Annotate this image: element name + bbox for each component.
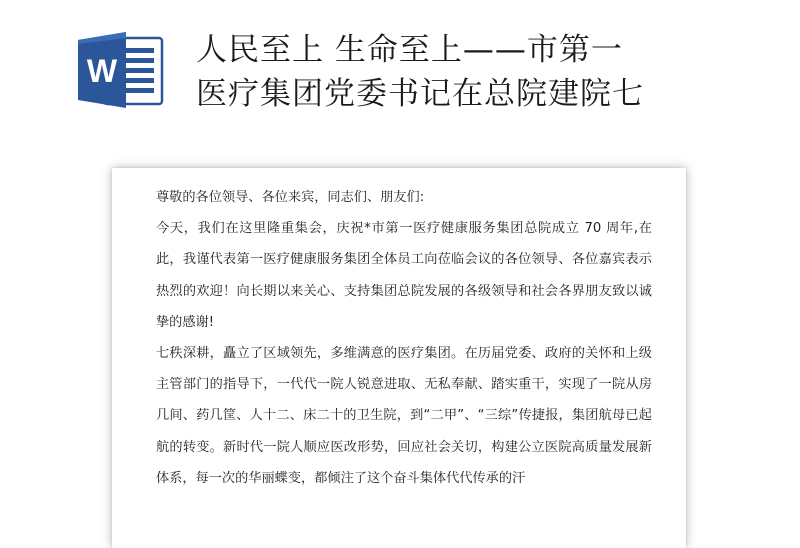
paragraph-history: 七秩深耕，矗立了区域领先，多维满意的医疗集团。在历届党委、政府的关怀和上级主管部门的指导下，一代代一院人锐意进取、无私奉献、踏实重干，实现了一院从房几间、药几筐、人十二、床二十的卫生院，到“二甲”、“三综”传捷报，集团航母已起航的转变。新时代一院人顺应医改形势，回应社会关切，构建公立医院高质量发展新体系，每一次的华丽蝶变，都倾注了这个奋斗集体代代传承的汗 (156, 346, 652, 486)
title-line-2: 医疗集团党委书记在总院建院七 (196, 76, 644, 112)
document-page (112, 168, 686, 548)
paragraph-opening: 今天，我们在这里隆重集会，庆祝*市第一医疗健康服务集团总院成立 70 周年,在此，我谨代表第一医疗健康服务集团全体员工向莅临会议的各位领导、各位嘉宾表示热烈的欢迎！向长期以来关心、支持集团总院发展的各级领导和社会各界朋友致以诚挚的感谢! (156, 221, 652, 330)
title-line-1: 人民至上 生命至上——市第一 (196, 32, 623, 68)
paragraph-salutation: 尊敬的各位领导、各位来宾，同志们、朋友们: (156, 190, 425, 205)
document-title (196, 28, 776, 116)
word-icon-letter: W (86, 53, 118, 89)
word-document-icon (74, 30, 166, 110)
header-banner (0, 0, 800, 150)
document-body (156, 182, 652, 494)
